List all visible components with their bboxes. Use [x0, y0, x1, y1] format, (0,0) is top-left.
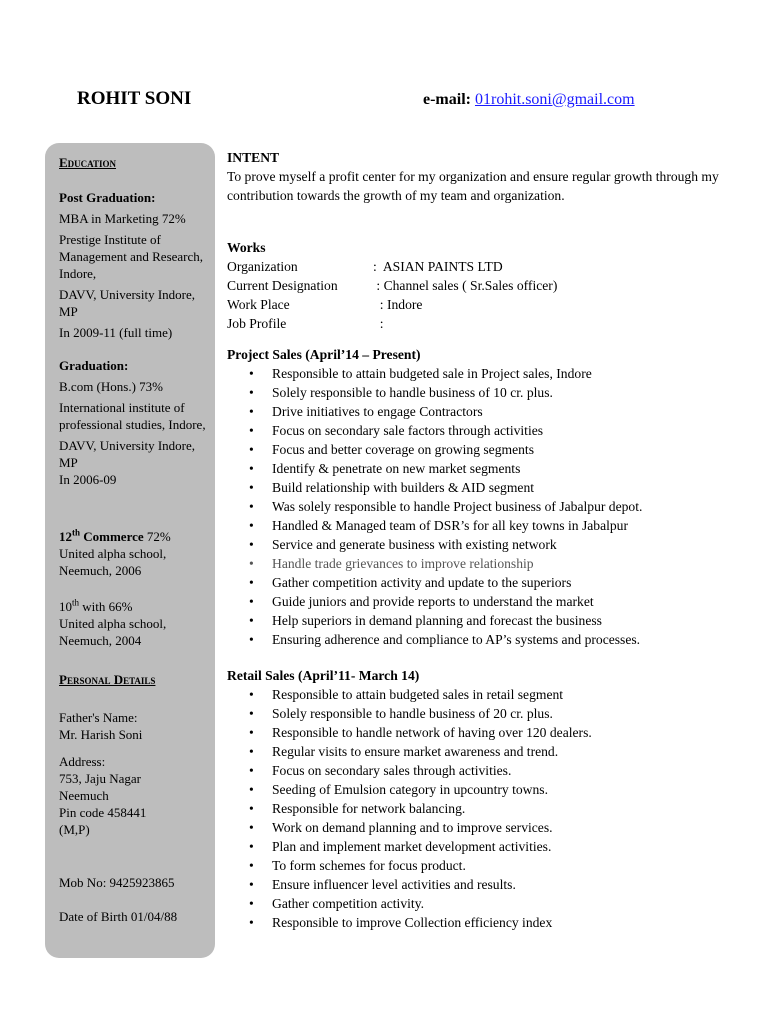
list-item: • Build relationship with builders & AID segment	[227, 478, 747, 497]
list-item: • Ensuring adherence and compliance to AP’s systems and processes.	[227, 630, 747, 649]
list-item: • Guide juniors and provide reports to understand the market	[227, 592, 747, 611]
works-heading: Works	[227, 240, 266, 255]
list-item: • Was solely responsible to handle Project business of Jabalpur depot.	[227, 497, 747, 516]
list-item: • Handle trade grievances to improve relationship	[227, 554, 747, 573]
education-heading: Education	[59, 155, 117, 170]
twelfth-sup: th	[72, 527, 81, 538]
tenth-block	[59, 598, 211, 649]
personal-details-heading: Personal Details	[59, 672, 156, 687]
tenth-sup: th	[72, 597, 80, 608]
retail-sales-section	[227, 666, 747, 932]
twelfth-num: 12	[59, 529, 72, 544]
date-of-birth: Date of Birth 01/04/88	[59, 909, 178, 924]
works-key: Job Profile	[227, 316, 287, 331]
tenth-line	[59, 598, 211, 615]
project-sales-section	[227, 345, 747, 649]
grad-year: In 2006-09	[59, 472, 117, 487]
list-item: • Identify & penetrate on new market segments	[227, 459, 747, 478]
list-item: • Responsible to attain budgeted sales in retail segment	[227, 685, 747, 704]
list-item: • Ensure influencer level activities and results.	[227, 875, 747, 894]
post-grad-year: In 2009-11 (full time)	[59, 325, 173, 340]
twelfth-block	[59, 528, 211, 579]
list-item: • Help superiors in demand planning and forecast the business	[227, 611, 747, 630]
grad-university: DAVV, University Indore, MP	[59, 438, 196, 470]
list-item: • Handled & Managed team of DSR’s for all key towns in Jabalpur	[227, 516, 747, 535]
twelfth-score: 72%	[146, 529, 171, 544]
email-link[interactable]: 01rohit.soni@gmail.com	[474, 91, 635, 108]
father-name: Mr. Harish Soni	[59, 727, 143, 742]
intent-heading: INTENT	[227, 150, 280, 165]
sidebar-panel	[45, 143, 215, 958]
twelfth-school: United alpha school, Neemuch, 2006	[59, 546, 167, 578]
intent-text: To prove myself a profit center for my organization and ensure regular growth through my contribution towards the growth of my team and organization.	[227, 169, 719, 203]
list-item: • Drive initiatives to engage Contractors	[227, 402, 747, 421]
works-key: Work Place	[227, 297, 290, 312]
retail-sales-list	[227, 685, 747, 932]
list-item: • Work on demand planning and to improve services.	[227, 818, 747, 837]
list-item: • Solely responsible to handle business of 20 cr. plus.	[227, 704, 747, 723]
works-value: : Indore	[373, 297, 423, 312]
retail-sales-heading: Retail Sales (April’11- March 14)	[227, 668, 420, 683]
post-grad-institute: Prestige Institute of Management and Research, Indore,	[59, 232, 204, 281]
address-line: 753, Jaju Nagar	[59, 771, 141, 786]
post-grad-degree: MBA in Marketing 72%	[59, 211, 186, 226]
project-sales-list	[227, 364, 747, 649]
post-grad-university: DAVV, University Indore, MP	[59, 287, 196, 319]
tenth-score: with 66%	[82, 599, 133, 614]
works-section	[227, 238, 747, 333]
works-key: Organization	[227, 259, 298, 274]
father-block	[59, 709, 211, 743]
tenth-school: United alpha school, Neemuch, 2004	[59, 616, 167, 648]
post-grad-label: Post Graduation:	[59, 190, 156, 205]
project-sales-heading: Project Sales (April’14 – Present)	[227, 347, 421, 362]
twelfth-stream: Commerce	[83, 529, 144, 544]
works-value: :	[373, 316, 384, 331]
works-row	[227, 276, 747, 295]
father-label: Father's Name:	[59, 710, 138, 725]
list-item: • Regular visits to ensure market awareness and trend.	[227, 742, 747, 761]
address-block	[59, 753, 211, 838]
candidate-name: ROHIT SONI	[77, 88, 192, 109]
email-label: e-mail:	[423, 91, 471, 108]
list-item: • Responsible to handle network of having over 120 dealers.	[227, 723, 747, 742]
works-key: Current Designation	[227, 278, 338, 293]
mobile-number: Mob No: 9425923865	[59, 875, 175, 890]
address-line: Neemuch	[59, 788, 109, 803]
post-graduation-block	[59, 189, 211, 341]
list-item: • Responsible to attain budgeted sale in Project sales, Indore	[227, 364, 747, 383]
list-item: • Focus and better coverage on growing segments	[227, 440, 747, 459]
works-value: : Channel sales ( Sr.Sales officer)	[373, 278, 558, 293]
address-line: Pin code 458441	[59, 805, 147, 820]
intent-section	[227, 148, 747, 205]
address-label: Address:	[59, 754, 106, 769]
works-row	[227, 295, 747, 314]
works-row	[227, 257, 747, 276]
grad-institute: International institute of professional studies, Indore,	[59, 400, 206, 432]
email-line	[423, 91, 635, 109]
list-item: • Service and generate business with existing network	[227, 535, 747, 554]
address-line: (M,P)	[59, 822, 90, 837]
list-item: • Gather competition activity.	[227, 894, 747, 913]
list-item: • Solely responsible to handle business of 10 cr. plus.	[227, 383, 747, 402]
grad-label: Graduation:	[59, 358, 129, 373]
works-row	[227, 314, 747, 333]
list-item: • Focus on secondary sale factors through activities	[227, 421, 747, 440]
list-item: • Responsible to improve Collection efficiency index	[227, 913, 747, 932]
twelfth-line	[59, 528, 211, 545]
grad-degree: B.com (Hons.) 73%	[59, 379, 163, 394]
list-item: • Responsible for network balancing.	[227, 799, 747, 818]
list-item: • To form schemes for focus product.	[227, 856, 747, 875]
list-item: • Gather competition activity and update to the superiors	[227, 573, 747, 592]
tenth-num: 10	[59, 599, 72, 614]
list-item: • Focus on secondary sales through activities.	[227, 761, 747, 780]
list-item: • Seeding of Emulsion category in upcountry towns.	[227, 780, 747, 799]
graduation-block	[59, 357, 211, 488]
works-value: : ASIAN PAINTS LTD	[373, 259, 503, 274]
list-item: • Plan and implement market development activities.	[227, 837, 747, 856]
